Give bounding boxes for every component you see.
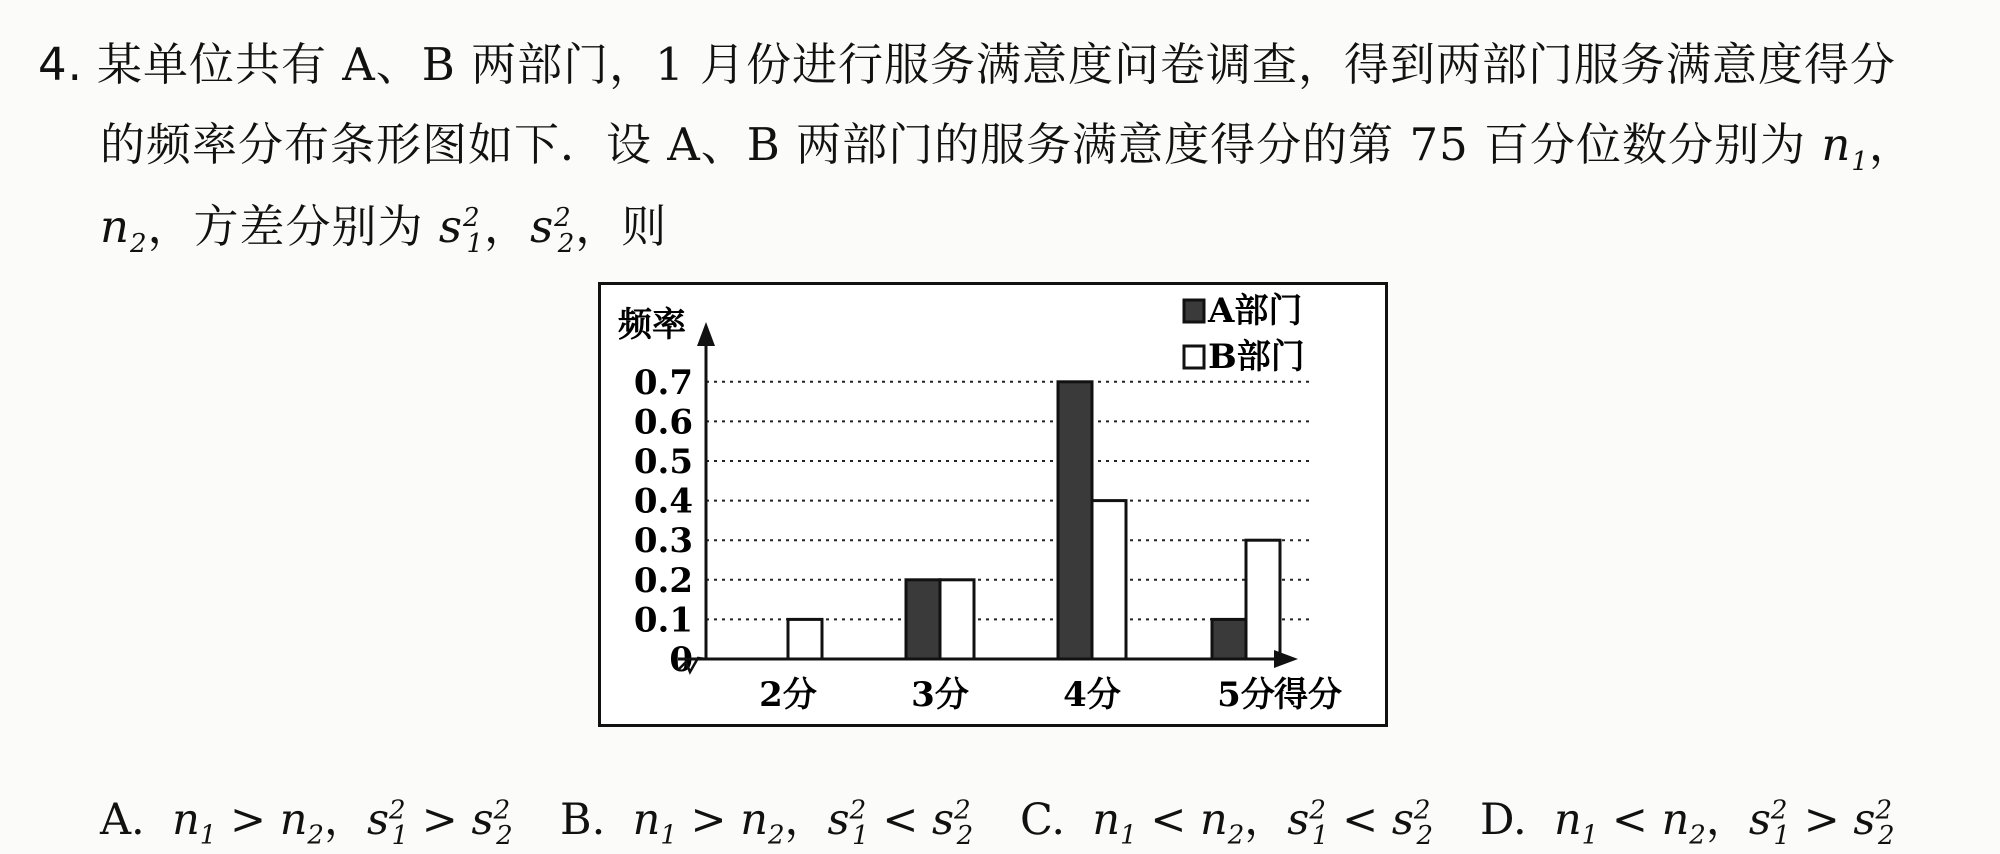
y-tick-label-2: 0.2 [633, 560, 693, 601]
x-tick-label-0: 2分 [759, 675, 817, 715]
option-c[interactable]: C. $n_1 < n_2$，$s^2_1 < s^2_2$ [1020, 795, 1433, 851]
question-number: 4. [38, 38, 83, 91]
legend-label-0: A部门 [1208, 291, 1303, 331]
x-tick-label-3: 5分 [1217, 675, 1275, 715]
bar-a-4 [1058, 382, 1092, 659]
bar-b-3 [940, 580, 974, 659]
bar-b-5 [1246, 540, 1280, 659]
y-tick-label-4: 0.4 [633, 481, 693, 522]
question-line-2: 的频率分布条形图如下．设 A、B 两部门的服务满意度得分的第 75 百分位数分别为 $n_1$， [100, 118, 1915, 177]
option-d[interactable]: D. $n_1 < n_2$，$s^2_1 > s^2_2$ [1480, 795, 1895, 851]
bar-b-4 [1092, 501, 1126, 659]
y-tick-label-6: 0.6 [633, 402, 693, 443]
y-tick-label-3: 0.3 [633, 521, 693, 562]
question-text-2: 的频率分布条形图如下．设 A、B 两部门的服务满意度得分的第 75 百分位数分别为 [100, 118, 1807, 171]
x-tick-label-1: 3分 [911, 675, 969, 715]
n2-var: $n_2$ [100, 200, 148, 259]
legend-label-1: B部门 [1208, 337, 1305, 377]
question-text-1: 某单位共有 A、B 两部门，1 月份进行服务满意度问卷调查，得到两部门服务满意度得分 [96, 38, 1897, 91]
bar-a-5 [1212, 619, 1246, 659]
option-c-label: C. [1020, 795, 1066, 845]
y-tick-label-1: 0.1 [633, 600, 693, 641]
option-b-label: B. [560, 795, 606, 845]
x-axis-label: 得分 [1274, 675, 1342, 715]
y-axis-label: 频率 [618, 305, 686, 345]
option-b[interactable]: B. $n_1 > n_2$，$s^2_1 < s^2_2$ [560, 795, 974, 851]
legend-swatch-0 [1184, 300, 1204, 322]
bar-chart [598, 282, 1388, 731]
bar-a-3 [906, 580, 940, 659]
s1-squared: $s^2_1$ [438, 200, 485, 259]
x-tick-label-2: 4分 [1063, 675, 1121, 715]
y-tick-label-5: 0.5 [633, 442, 693, 482]
question-line-1 [38, 28, 1896, 93]
y-tick-label-7: 0.7 [633, 362, 693, 403]
option-a-label: A. [100, 795, 145, 845]
question-line-3: $n_2$，方差分别为 $s^2_1$，$s^2_2$，则 [100, 200, 668, 259]
s2-squared: $s^2_2$ [530, 200, 576, 259]
bar-b-2 [788, 619, 822, 659]
bar-chart-svg [598, 282, 1388, 727]
option-d-label: D. [1480, 795, 1527, 845]
legend-swatch-1 [1184, 346, 1204, 368]
y-tick-label-0: 0 [669, 640, 693, 680]
n1-var: $n_1$ [1821, 118, 1869, 177]
option-a[interactable]: A. $n_1 > n_2$，$s^2_1 > s^2_2$ [100, 795, 513, 851]
